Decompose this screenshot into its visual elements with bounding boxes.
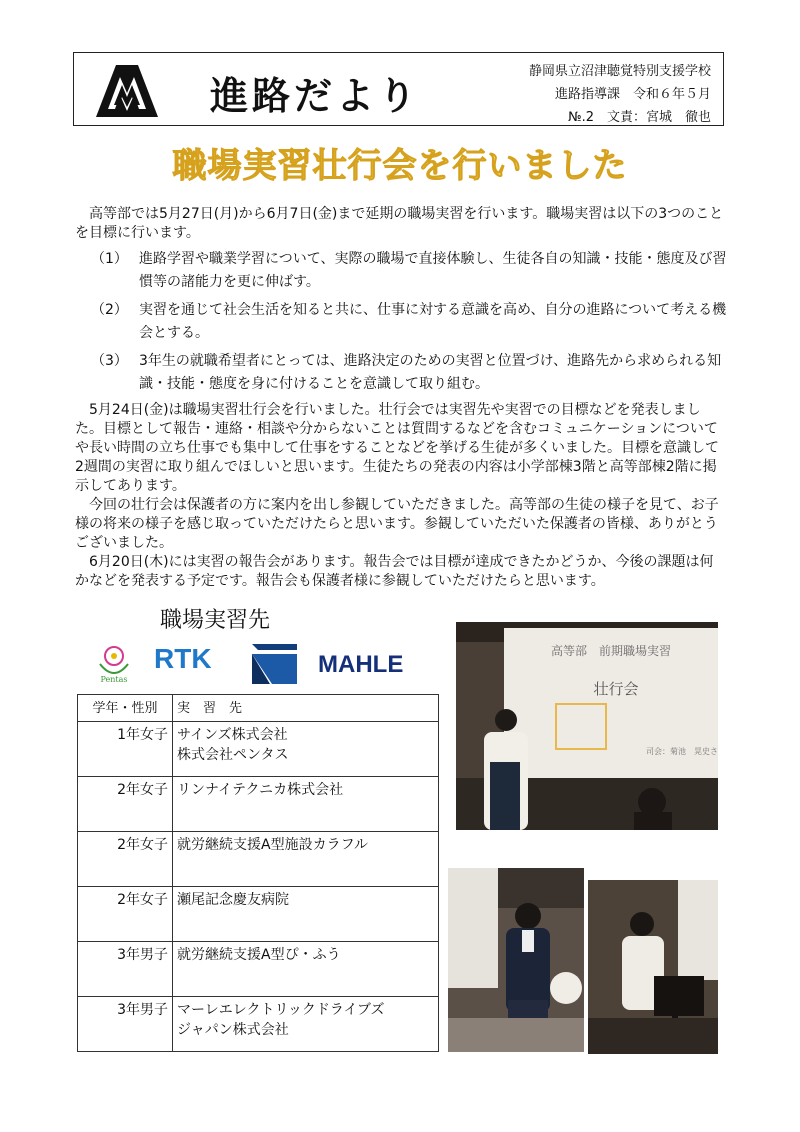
department-date: 進路指導課 令和６年５月 — [554, 87, 711, 102]
photo-slide-image — [456, 622, 718, 830]
table-row — [78, 722, 439, 777]
newsletter-header — [73, 52, 724, 126]
site-line: ジャパン株式会社 — [177, 1022, 289, 1038]
goal-item — [75, 350, 727, 396]
section-label: 職場実習先 — [160, 608, 271, 633]
photo-teacher-speaking — [588, 880, 718, 1054]
site-line: 瀬尾記念慶友病院 — [177, 892, 289, 908]
slide-line-2: 壮行会 — [593, 680, 639, 698]
grade-cell: 2年女子 — [78, 887, 173, 942]
table-row — [78, 942, 439, 997]
pentas-logo-text: Pentas — [100, 675, 128, 684]
pentas-logo-icon — [100, 647, 128, 684]
site-cell — [173, 942, 439, 997]
photo-student-image — [448, 868, 584, 1052]
goal-item — [75, 248, 727, 294]
site-line: 就労継続支援A型ぴ・ふう — [177, 947, 341, 963]
site-line: 就労継続支援A型施設カラフル — [177, 837, 369, 853]
goal-text: 実習を通じて社会生活を知ると共に、仕事に対する意識を高め、自分の進路について考える機会とする。 — [139, 302, 727, 341]
mahle-logo-text: MAHLE — [318, 651, 404, 678]
slide-moderator: 司会：菊池 晃史さ — [646, 747, 718, 756]
school-name: 静岡県立沼津聴覚特別支援学校 — [528, 64, 711, 79]
photo-student-speaking — [448, 868, 584, 1052]
newsletter-title: 進路だより — [210, 74, 421, 118]
grade-cell: 2年女子 — [78, 777, 173, 832]
issue-author: №.2 文責：宮城 徹也 — [568, 110, 711, 125]
goal-text: 3年生の就職希望者にとっては、進路決定のための実習と位置づけ、進路先から求められる知識・技能・態度を身に付けることを意識して取り組む。 — [139, 353, 722, 392]
grade-cell: 3年男子 — [78, 997, 173, 1052]
grade-header: 学年・性別 — [78, 695, 173, 722]
goal-text: 進路学習や職業学習について、実際の職場で直接体験し、生徒各自の知識・技能・態度及び習慣等の諸能力を更に伸ばす。 — [139, 251, 727, 290]
goal-number: （1） — [91, 251, 128, 267]
article-body — [75, 205, 727, 591]
main-title: 職場実習壮行会を行いました — [172, 146, 628, 186]
intro-paragraph: 高等部では5月27日(月)から6月7日(金)まで延期の職場実習を行います。職場実習は以下の3つのことを目標に行います。 — [75, 206, 724, 241]
photo-presentation-slide — [456, 622, 718, 830]
paragraph: 6月20日(木)には実習の報告会があります。報告会では目標が達成できたかどうか、今後の課題は何かなどを発表する予定です。報告会も保護者様に参観していただけたらと思います。 — [75, 554, 714, 589]
grade-cell: 1年女子 — [78, 722, 173, 777]
table-row — [78, 887, 439, 942]
table-row — [78, 777, 439, 832]
site-line: リンナイテクニカ株式会社 — [177, 782, 344, 798]
school-logo-icon — [92, 61, 162, 119]
site-cell — [173, 887, 439, 942]
site-cell — [173, 777, 439, 832]
placement-table — [77, 694, 439, 1052]
signs-logo-icon — [252, 644, 297, 684]
site-line: マーレエレクトリックドライブズ — [177, 1002, 385, 1018]
site-cell — [173, 997, 439, 1052]
site-line: サインズ株式会社 — [177, 727, 288, 743]
goal-item — [75, 299, 727, 345]
company-logos — [92, 638, 432, 686]
table-header-row — [78, 695, 439, 722]
grade-cell: 3年男子 — [78, 942, 173, 997]
goal-number: （2） — [91, 302, 128, 318]
grade-cell: 2年女子 — [78, 832, 173, 887]
goal-number: （3） — [91, 353, 128, 369]
paragraph: 今回の壮行会は保護者の方に案内を出し参観していただきました。高等部の生徒の様子を見て、お子様の将来の様子を感じ取っていただけたらと思います。参観していただいた保護者の皆様、ありがとうございました。 — [75, 497, 719, 551]
site-cell — [173, 722, 439, 777]
table-row — [78, 832, 439, 887]
paragraph: 5月24日(金)は職場実習壮行会を行いました。壮行会では実習先や実習での目標などを発表しました。目標として報告・連絡・相談や分からないことは質問するなどを含むコミュニケーションについてや長い時間の立ち仕事でも集中して仕事をすることなどを挙げる生徒が多くいました。目標を意識して2週間の実習に取り組んでほしいと思います。生徒たちの発表の内容は小学部棟3階と高等部棟2階に掲示してあります。 — [75, 402, 719, 494]
photo-teacher-image — [588, 880, 718, 1054]
site-header: 実 習 先 — [173, 695, 439, 722]
site-cell — [173, 832, 439, 887]
table-row — [78, 997, 439, 1052]
rtk-logo-text: RTK — [154, 643, 212, 674]
site-line: 株式会社ペンタス — [177, 747, 289, 763]
slide-line-1: 高等部 前期職場実習 — [550, 644, 672, 658]
